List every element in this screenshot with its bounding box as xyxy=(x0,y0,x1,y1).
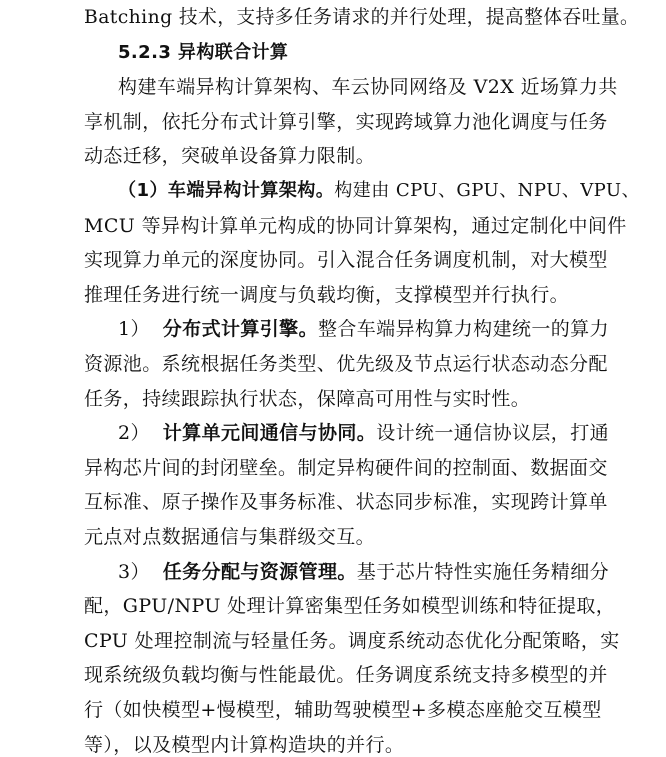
para1-line-1: 构建车端异构计算架构、车云协同网络及 V2X 近场算力共 xyxy=(118,76,618,99)
item3-line-1 xyxy=(118,560,609,584)
item3-line-4: 现系统级负载均衡与性能最优。任务调度系统支持多模型的并 xyxy=(84,664,608,687)
item1-line1-rest: 整合车端异构算力构建统一的算力 xyxy=(317,318,609,341)
para1-line-2: 享机制，依托分布式计算引擎，实现跨域算力池化调度与任务 xyxy=(84,110,608,133)
item1-title: 分布式计算引擎。 xyxy=(162,318,318,341)
item1-number: 1） xyxy=(118,318,150,341)
sub1-line-1 xyxy=(118,179,640,203)
item2-line-4: 元点对点数据通信与集群级交互。 xyxy=(84,526,376,548)
section-heading: 5.2.3 异构联合计算 xyxy=(118,41,289,63)
item1-line-2: 资源池。系统根据任务类型、优先级及节点运行状态动态分配 xyxy=(84,353,608,375)
item1-line-3: 任务，持续跟踪执行状态，保障高可用性与实时性。 xyxy=(84,387,531,410)
item2-line1-rest: 设计统一通信协议层，打通 xyxy=(376,422,609,445)
intro-line: Batching 技术，支持多任务请求的并行处理，提高整体吞吐量。 xyxy=(84,7,640,28)
item2-line-2: 异构芯片间的封闭壁垒。制定异构硬件间的控制面、数据面交 xyxy=(84,456,608,479)
sub1-line-3: 实现算力单元的深度协同。引入混合任务调度机制，对大模型 xyxy=(84,249,608,272)
sub1-line-2: MCU 等异构计算单元构成的协同计算架构，通过定制化中间件 xyxy=(84,214,627,237)
sub1-line1-rest: 构建由 CPU、GPU、NPU、VPU、 xyxy=(334,180,641,201)
item3-line1-rest: 基于芯片特性实施任务精细分 xyxy=(356,560,609,583)
item2-title: 计算单元间通信与协同。 xyxy=(162,422,377,445)
item3-line-6: 等），以及模型内计算构造块的并行。 xyxy=(84,733,405,756)
item2-number: 2） xyxy=(118,422,150,445)
item3-line-5: 行（如快模型+慢模型，辅助驾驶模型+多模态座舱交互模型 xyxy=(84,699,602,721)
item3-line-3: CPU 处理控制流与轻量任务。调度系统动态优化分配策略，实 xyxy=(84,629,620,652)
item3-number: 3） xyxy=(118,560,150,583)
item2-line-3: 互标准、原子操作及事务标准、状态同步标准，实现跨计算单 xyxy=(84,491,608,514)
item1-line-1 xyxy=(118,317,609,341)
item3-line-2: 配，GPU/NPU 处理计算密集型任务如模型训练和特征提取， xyxy=(84,595,616,618)
item2-line-1 xyxy=(118,421,609,445)
item3-title: 任务分配与资源管理。 xyxy=(162,560,357,583)
sub1-title: （1）车端异构计算架构。 xyxy=(118,180,335,201)
sub1-line-4: 推理任务进行统一调度与负载均衡，支撑模型并行执行。 xyxy=(84,283,570,306)
para1-line-3: 动态迁移，突破单设备算力限制。 xyxy=(84,145,376,168)
